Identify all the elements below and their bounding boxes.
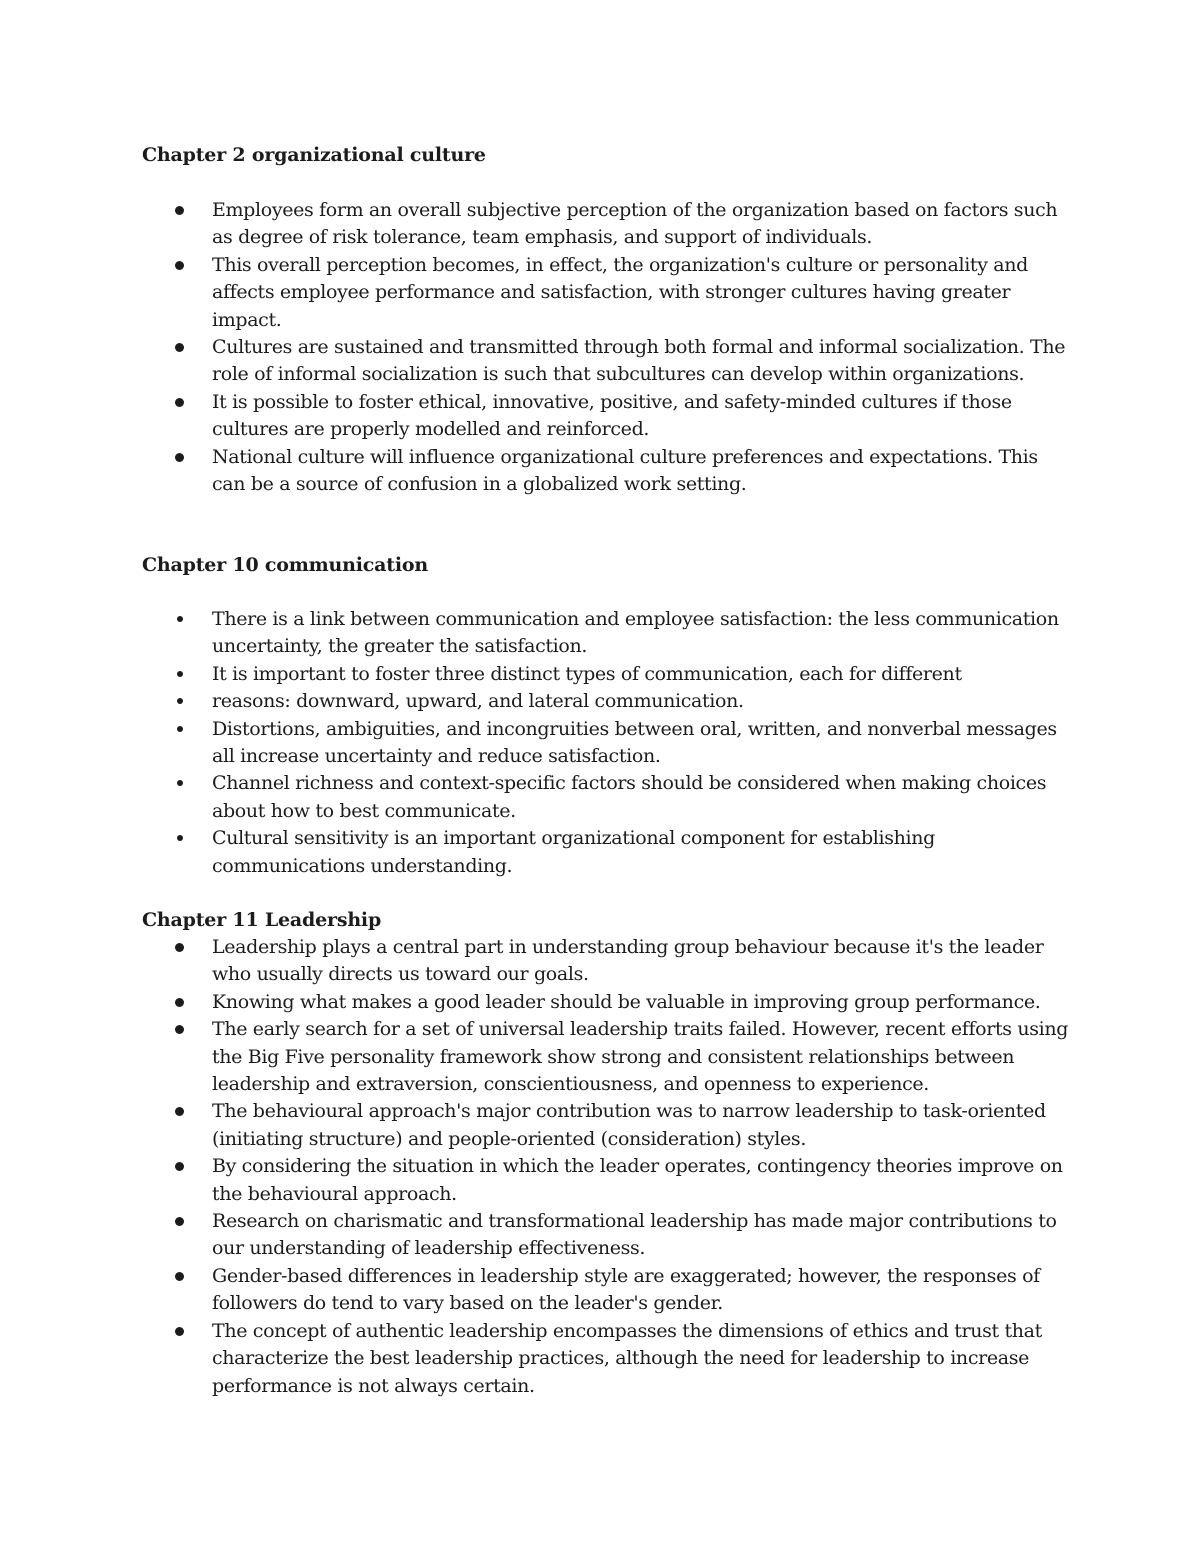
list-item-text: The early search for a set of universal leadership traits failed. However, recent efforts using the Big Five personality framework show strong and consistent relationships between leadership and extraversion, conscientiousness, and openness to experience.: [212, 1018, 1069, 1096]
list-item: [142, 825, 1072, 880]
bullet-icon: [175, 1107, 184, 1116]
list-item: [142, 770, 1072, 825]
list-item-text: Research on charismatic and transformational leadership has made major contributions to our understanding of leadership effectiveness.: [212, 1210, 1057, 1260]
section-heading: Chapter 2 organizational culture: [142, 144, 486, 166]
bullet-icon: [177, 780, 183, 786]
list-item-text: This overall perception becomes, in effect, the organization's culture or personality and affects employee performance and satisfaction, with stronger cultures having greater impact.: [212, 253, 1028, 331]
section-leadership: [142, 907, 1072, 1400]
list-item: [142, 334, 1072, 389]
section-communication: [142, 552, 1072, 880]
bullet-icon: [175, 1217, 184, 1226]
bullet-icon: [177, 671, 183, 677]
list-item: [142, 197, 1072, 252]
section-heading: Chapter 10 communication: [142, 554, 428, 576]
list-item-text: reasons: downward, upward, and lateral communication.: [212, 690, 744, 713]
bullet-list: [142, 197, 1072, 498]
section-heading: Chapter 11 Leadership: [142, 909, 382, 931]
bullet-list: [142, 606, 1072, 880]
list-item-text: Knowing what makes a good leader should be valuable in improving group performance.: [212, 990, 1041, 1013]
list-item-text: Leadership plays a central part in understanding group behaviour because it's the leader who usually directs us toward our goals.: [212, 936, 1044, 986]
list-item-text: Channel richness and context-specific factors should be considered when making choices about how to best communicate.: [212, 772, 1047, 822]
list-item-text: Distortions, ambiguities, and incongruities between oral, written, and nonverbal messages all increase uncertainty and reduce satisfaction.: [212, 717, 1057, 768]
section-organizational-culture: [142, 142, 1072, 498]
list-item-text: It is important to foster three distinct types of communication, each for different: [212, 662, 962, 685]
list-item: [142, 606, 1072, 661]
list-item-text: By considering the situation in which the leader operates, contingency theories improve on the behavioural approach.: [212, 1155, 1063, 1205]
list-item: [142, 716, 1072, 771]
bullet-icon: [175, 998, 184, 1007]
bullet-icon: [177, 835, 183, 841]
list-item: [142, 444, 1072, 499]
list-item: [142, 1098, 1072, 1153]
list-item: [142, 1016, 1072, 1098]
bullet-icon: [175, 943, 184, 952]
bullet-icon: [175, 1272, 184, 1281]
list-item-text: There is a link between communication and employee satisfaction: the less communication uncertainty, the greater the satisfaction.: [212, 608, 1059, 658]
list-item: [142, 1318, 1072, 1400]
bullet-icon: [175, 398, 184, 407]
list-item: [142, 1263, 1072, 1318]
bullet-icon: [175, 1327, 184, 1336]
bullet-icon: [177, 616, 183, 622]
bullet-icon: [175, 206, 184, 215]
list-item: [142, 1153, 1072, 1208]
list-item: [142, 389, 1072, 444]
bullet-icon: [175, 343, 184, 352]
list-item-text: Cultures are sustained and transmitted through both formal and informal socialization. The role of informal socialization is such that subcultures can develop within organizations.: [212, 336, 1066, 386]
list-item: [142, 1208, 1072, 1263]
list-item-text: The behavioural approach's major contribution was to narrow leadership to task-oriented (initiating structure) and people-oriented (consideration) styles.: [212, 1100, 1046, 1150]
bullet-icon: [175, 1025, 184, 1034]
list-item: [142, 688, 1072, 715]
bullet-icon: [175, 1162, 184, 1171]
bullet-icon: [175, 261, 184, 270]
bullet-icon: [177, 698, 183, 704]
list-item: [142, 989, 1072, 1016]
list-item-text: National culture will influence organizational culture preferences and expectations. This can be a source of confusion in a globalized work setting.: [212, 445, 1038, 496]
list-item-text: Gender-based differences in leadership style are exaggerated; however, the responses of followers do tend to vary based on the leader's gender.: [212, 1264, 1040, 1315]
list-item-text: The concept of authentic leadership encompasses the dimensions of ethics and trust that characterize the best leadership practices, although the need for leadership to increase performance is not always certain.: [212, 1319, 1042, 1397]
list-item-text: It is possible to foster ethical, innovative, positive, and safety-minded cultures if those cultures are properly modelled and reinforced.: [212, 390, 1012, 441]
bullet-icon: [177, 726, 183, 732]
bullet-list: [142, 934, 1072, 1400]
list-item-text: Employees form an overall subjective perception of the organization based on factors such as degree of risk tolerance, team emphasis, and support of individuals.: [212, 199, 1058, 249]
list-item: [142, 661, 1072, 688]
bullet-icon: [175, 453, 184, 462]
list-item: [142, 934, 1072, 989]
list-item: [142, 252, 1072, 334]
list-item-text: Cultural sensitivity is an important organizational component for establishing communications understanding.: [212, 827, 935, 877]
